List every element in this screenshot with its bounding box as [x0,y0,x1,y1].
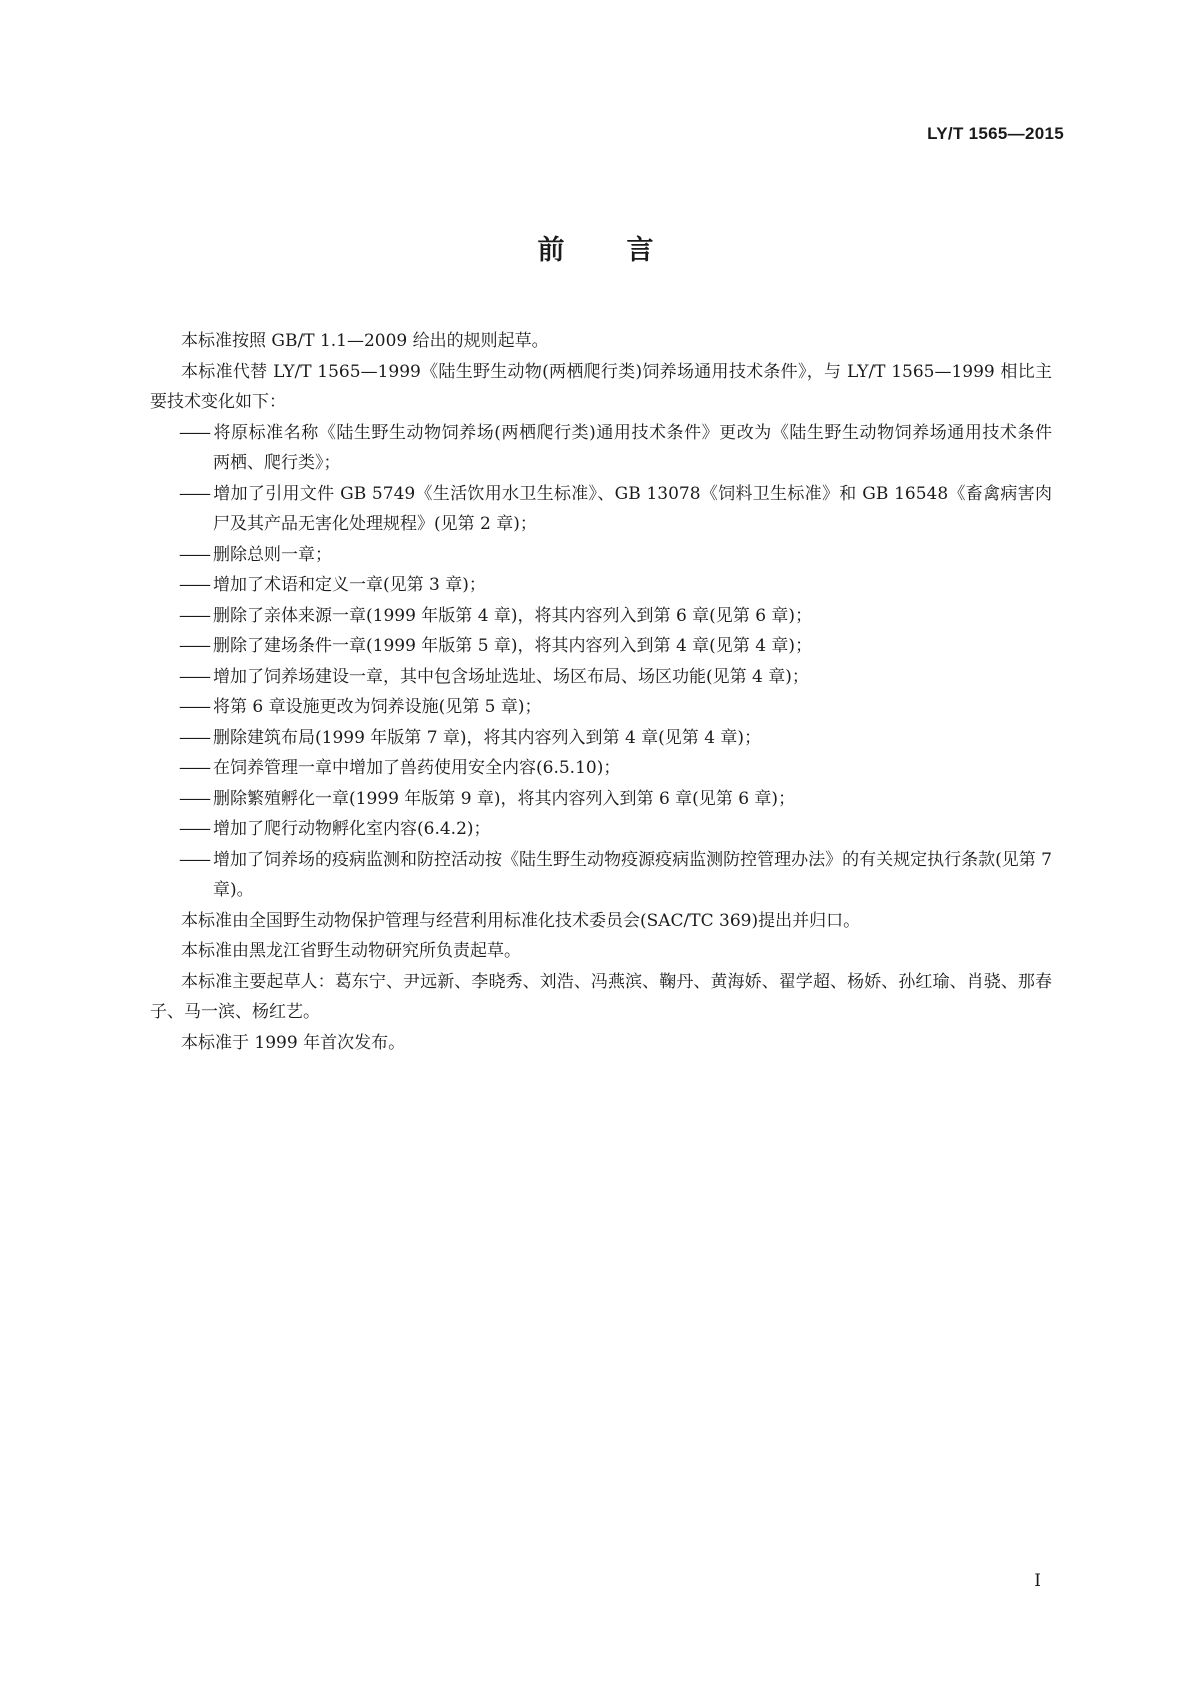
dash-marker: —— [179,697,209,717]
dash-marker: —— [179,605,209,626]
dash-marker: —— [179,636,209,656]
list-item-text: 删除建筑布局(1999 年版第 7 章)，将其内容列入到第 4 章(见第 4 章)； [213,727,762,748]
document-code: LY/T 1565—2015 [927,124,1064,143]
dash-marker: —— [179,788,209,809]
list-item-text: 将原标准名称《陆生野生动物饲养场(两栖爬行类)通用技术条件》更改为《陆生野生动物饲养场通用技术条件 两栖、爬行类》； [213,422,1069,473]
dash-marker: —— [179,575,209,595]
list-item [150,692,1052,723]
list-item-text: 删除繁殖孵化一章(1999 年版第 9 章)，将其内容列入到第 6 章(见第 6 章)； [213,788,796,809]
list-item-text: 增加了引用文件 GB 5749《生活饮用水卫生标准》、GB 13078《饲料卫生标准》和 GB 16548《畜禽病害肉尸及其产品无害化处理规程》(见第 2 章)； [213,483,1052,534]
list-item [150,601,1052,632]
dash-marker: —— [179,819,209,839]
dash-marker: —— [179,483,209,504]
paragraph: 本标准于 1999 年首次发布。 [181,1032,406,1053]
dash-marker: —— [179,727,209,748]
paragraph: 本标准主要起草人：葛东宁、尹远新、李晓秀、刘浩、冯燕滨、鞠丹、黄海娇、翟学超、杨娇、孙红瑜、肖骁、那春子、马一滨、杨红艺。 [150,971,1052,1022]
dash-marker: —— [179,422,209,443]
list-item-text: 删除总则一章； [213,544,332,565]
list-item-text: 将第 6 章设施更改为饲养设施(见第 5 章)； [213,697,542,717]
dash-marker: —— [179,666,209,687]
list-item-text: 增加了爬行动物孵化室内容(6.4.2)； [213,819,491,839]
list-item-text: 在饲养管理一章中增加了兽药使用安全内容(6.5.10)； [213,758,621,778]
list-item [150,662,1052,693]
page-number: I [1034,1571,1041,1591]
list-item [150,479,1052,540]
paragraph: 本标准代替 LY/T 1565—1999《陆生野生动物(两栖爬行类)饲养场通用技术条件》，与 LY/T 1565—1999 相比主要技术变化如下： [150,361,1052,412]
dash-marker: —— [179,758,209,778]
paragraph: 本标准按照 GB/T 1.1—2009 给出的规则起草。 [181,331,549,351]
list-item [150,570,1052,601]
dash-marker: —— [179,544,209,565]
list-item-text: 增加了饲养场建设一章，其中包含场址选址、场区布局、场区功能(见第 4 章)； [213,666,809,687]
dash-marker: —— [179,849,209,870]
list-item [150,723,1052,754]
list-item-text: 增加了饲养场的疫病监测和防控活动按《陆生野生动物疫源疫病监测防控管理办法》的有关规定执行条款(见第 7 章)。 [213,849,1052,900]
paragraph: 本标准由黑龙江省野生动物研究所负责起草。 [181,941,521,961]
list-item-text: 删除了亲体来源一章(1999 年版第 4 章)，将其内容列入到第 6 章(见第 6 章)； [213,605,813,626]
page-title: 前言 [537,235,716,266]
list-item [150,418,1069,479]
list-item [150,814,1052,845]
list-item [150,753,1052,784]
list-item [150,845,1052,906]
change-list [150,418,1069,906]
list-item [150,784,1052,815]
list-item [150,540,1052,571]
list-item-text: 删除了建场条件一章(1999 年版第 5 章)，将其内容列入到第 4 章(见第 4 章)； [213,636,813,656]
list-item-text: 增加了术语和定义一章(见第 3 章)； [213,575,486,595]
foreword-body [150,326,1069,1058]
paragraph: 本标准由全国野生动物保护管理与经营利用标准化技术委员会(SAC/TC 369)提出并归口。 [181,910,861,931]
list-item [150,631,1052,662]
